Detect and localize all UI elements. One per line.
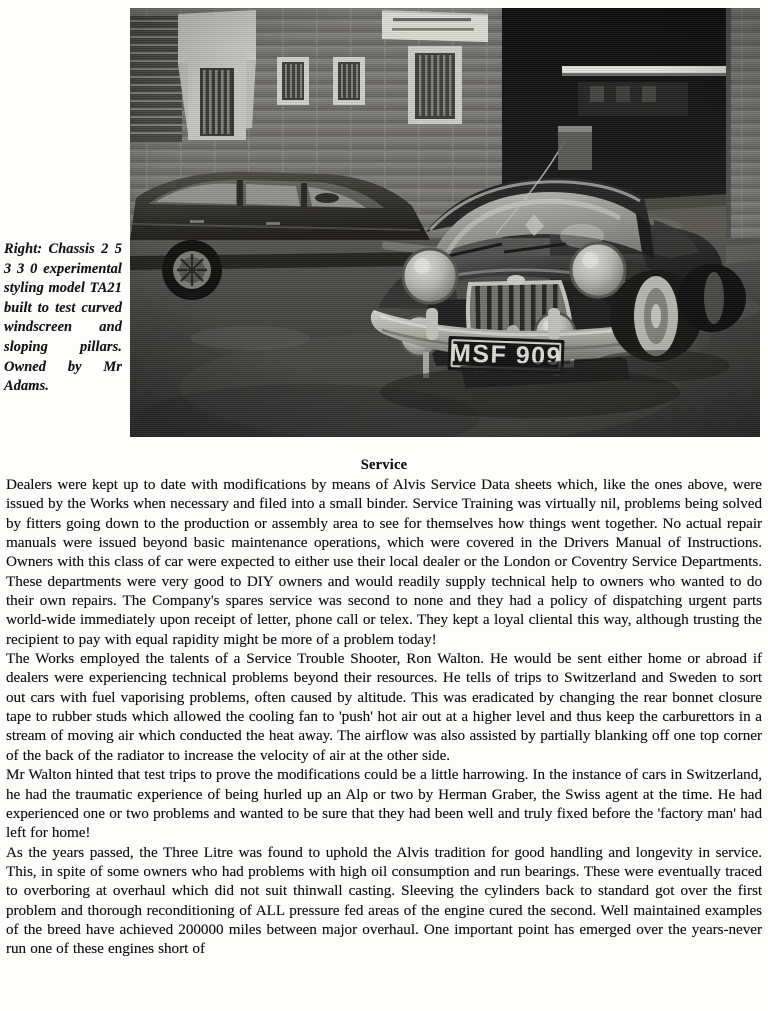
photograph-illustration — [130, 8, 760, 437]
article-photograph — [130, 8, 760, 437]
caption-lead: Right: — [4, 241, 43, 257]
paragraph: Dealers were kept up to date with modifications by means of Alvis Service Data sheets which, like the ones above, were issued by the Works when necessary and filed into a small binder. Service Training was virtually nil, problems being solved by fitters going down to the production or assembly area to see for themselves how things went together. No actual repair manuals were issued beyond basic maintenance operations, which were covered in the Drivers Manual of Instructions. Owners with this class of car were expected to either use their local dealer or the London or Coventry Service Departments. These departments were very good to DIY owners and would readily supply technical help to owners who wanted to do their own repairs. The Company's spares service was second to none and they had a policy of dispatching urgent parts world-wide immediately upon receipt of letter, phone call or telex. They kept a loyal cliental this way, although trusting the recipient to pay with equal rapidity might be more of a problem today! — [6, 476, 762, 648]
paragraph: Mr Walton hinted that test trips to prove the modifications could be a little harrowing. In the instance of cars in Switzerland, he had the traumatic experience of being hurled up an Alp or two by Herman Graber, the Swiss agent at the time. He had experienced one or two problems and wanted to be sure that they had been well and truly fixed before the 'factory man' had left for home! — [6, 766, 762, 842]
section-heading: Service — [360, 457, 408, 473]
photo-caption — [4, 240, 122, 397]
caption-text: Chassis 2 5 3 3 0 experimental styling model TA21 built to test curved windscreen and sloping pillars. Owned by Mr Adams. — [4, 241, 122, 395]
article-body — [6, 475, 762, 959]
paragraph: As the years passed, the Three Litre was found to uphold the Alvis tradition for good handling and longevity in service. This, in spite of some owners who had problems with high oil consumption and run bearings. These were eventually traced to overboring at overhaul which did not suit thinwall casting. Sleeving the cylinders back to standard got over the first problem and thorough reconditioning of ALL pressure fed areas of the engine cured the second. Well maintained examples of the breed have achieved 200000 miles between major overhaul. One important point has emerged over the years-never run one of these engines short of — [6, 843, 762, 958]
paragraph: The Works employed the talents of a Service Trouble Shooter, Ron Walton. He would be sent either home or abroad if dealers were experiencing technical problems beyond their resources. He tells of trips to Switzerland and Sweden to sort out cars with fuel vaporising problems, often caused by altitude. This was eradicated by changing the rear bonnet closure tape to rubber studs which allowed the cooling fan to 'push' hot air out at a higher level and thus keep the carburettors in a stream of moving air which conducted the heat away. The airflow was also assisted by partially blanking off one top corner of the back of the radiator to increase the velocity of air at the other side. — [6, 650, 762, 764]
